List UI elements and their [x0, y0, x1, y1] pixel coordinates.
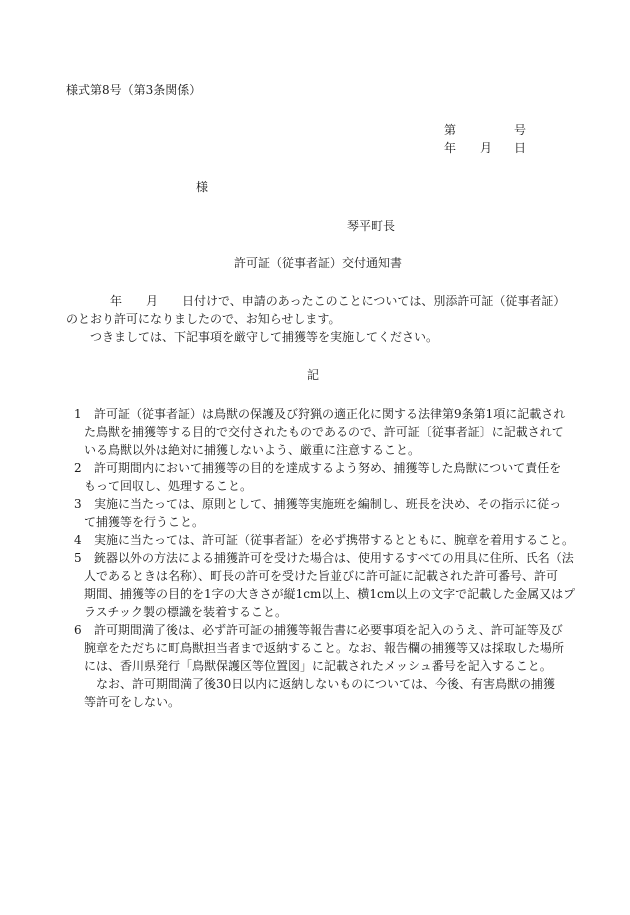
- document-title: 許可証（従事者証）交付通知書: [234, 256, 403, 270]
- item-text: 腕章をただちに町鳥獣担当者まで返納すること。なお、報告欄の捕獲等又は採取した場所: [84, 641, 565, 655]
- item-text: 実施に当たっては、原則として、捕獲等実施班を編制し、班長を決め、その指示に従っ: [94, 497, 562, 511]
- note-text: 等許可をしない。: [84, 695, 181, 709]
- item-text: には、香川県発行「鳥獣保護区等位置図」に記載されたメッシュ番号を記入すること。: [84, 659, 552, 673]
- list-item: [74, 459, 575, 495]
- body-line: のとおり許可になりましたので、お知らせします。: [66, 312, 341, 326]
- item-number: 6: [74, 623, 82, 637]
- list-item: [74, 495, 575, 531]
- item-text: て捕獲等を行うこと。: [84, 515, 205, 529]
- note: [74, 675, 575, 711]
- item-text: 期間、捕獲等の目的を1字の大きさが縦1cm以上、横1cm以上の文字で記載した金属又はプ: [84, 587, 576, 601]
- item-text: いる鳥獣以外は絶対に捕獲しないよう、厳重に注意すること。: [84, 443, 421, 457]
- date-month: 月: [480, 141, 493, 155]
- body-line: つきましては、下記事項を厳守して捕獲等を実施してください。: [78, 330, 439, 344]
- item-text: た鳥獣を捕獲等する目的で交付されたものであるので、許可証〔従事者証〕に記載されて: [84, 425, 564, 439]
- note-text: なお、許可期間満了後30日以内に返納しないものについては、今後、有害鳥獣の捕獲: [96, 677, 556, 691]
- item-text: ラスチック製の標識を装着すること。: [84, 605, 288, 619]
- recipient-suffix: 様: [196, 180, 209, 194]
- item-text: 実施に当たっては、許可証（従事者証）を必ず携帯するとともに、腕章を着用すること。: [94, 533, 575, 547]
- item-number: 1: [74, 407, 82, 421]
- item-number: 4: [74, 533, 82, 547]
- item-text: 許可期間内において捕獲等の目的を達成するよう努め、捕獲等した鳥獣について責任を: [94, 461, 562, 475]
- body-line: 年 月 日付けで、申請のあったこのことについては、別添許可証（従事者証）: [110, 294, 566, 308]
- date-day: 日: [514, 141, 527, 155]
- item-number: 2: [74, 461, 82, 475]
- doc-number-prefix: 第: [444, 123, 457, 137]
- list-item: [74, 621, 575, 675]
- item-text: 人であるときは名称）、町長の許可を受けた旨並びに許可証に記載された許可番号、許可: [84, 569, 559, 583]
- item-text: 許可証（従事者証）は鳥獣の保護及び狩猟の適正化に関する法律第9条第1項に記載され: [94, 407, 566, 421]
- list-item: [74, 405, 575, 459]
- doc-number-suffix: 号: [514, 123, 527, 137]
- body-text: [66, 292, 565, 346]
- form-label: 様式第8号（第3条関係）: [66, 83, 202, 97]
- item-text: 許可期間満了後は、必ず許可証の捕獲等報告書に必要事項を記入のうえ、許可証等及び: [94, 623, 563, 637]
- item-text: もって回収し、処理すること。: [84, 479, 253, 493]
- item-text: 銃器以外の方法による捕獲許可を受けた場合は、使用するすべての用具に住所、氏名（法: [94, 551, 574, 565]
- item-number: 3: [74, 497, 82, 511]
- ki-heading: 記: [307, 368, 320, 382]
- items-list: [74, 405, 575, 711]
- list-item: [74, 531, 575, 549]
- list-item: [74, 549, 575, 621]
- date-year: 年: [444, 141, 457, 155]
- issuer: 琴平町長: [347, 219, 396, 233]
- item-number: 5: [74, 551, 82, 565]
